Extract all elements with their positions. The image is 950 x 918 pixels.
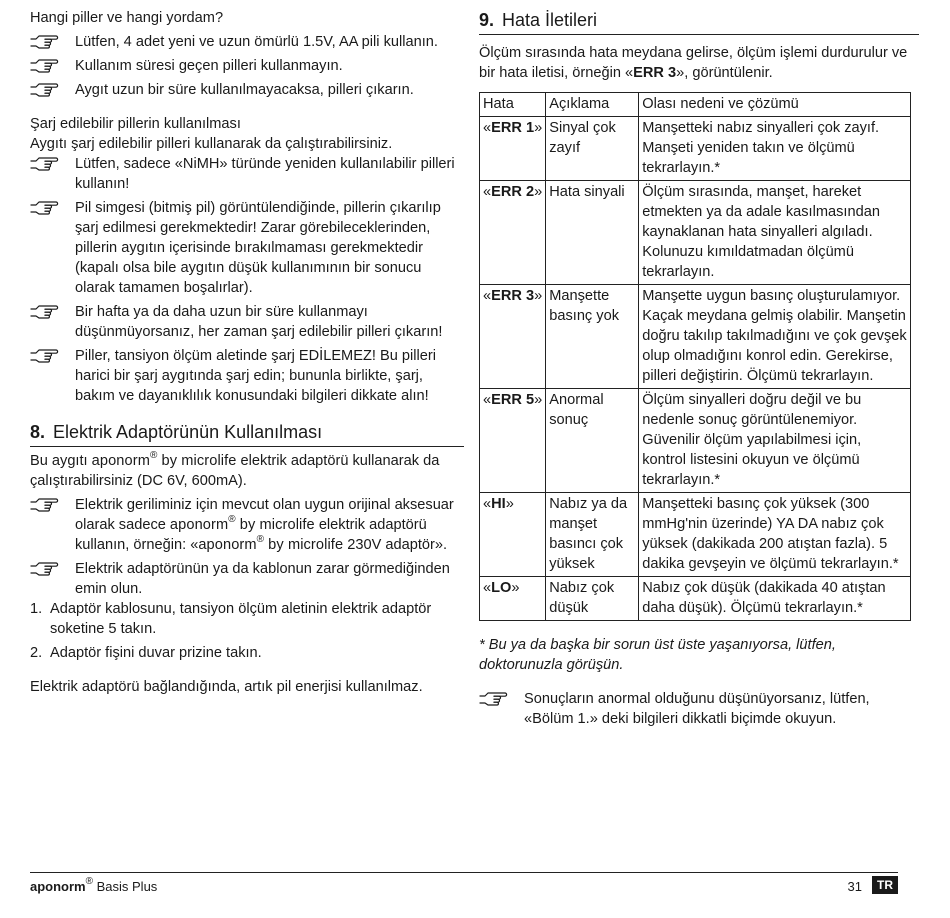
section-8-intro bbox=[30, 451, 464, 491]
footer-brand: aponorm bbox=[30, 879, 86, 894]
adapter-steps bbox=[30, 599, 464, 663]
description-cell: Hata sinyali bbox=[546, 181, 639, 285]
footer-product bbox=[30, 877, 157, 897]
note-text: Piller, tansiyon ölçüm aletinde şarj EDİLEMEZ! Bu pilleri harici bir şarj aygıtında şarj edin; bununla birlikte, şarj, bakım ve dayanıklılık konusundaki bilgileri dikkate alın! bbox=[75, 348, 436, 404]
battery-question: Hangi piller ve hangi yordam? bbox=[30, 10, 224, 26]
solution-cell: Manşetteki basınç çok yüksek (300 mmHg'nin üzerinde) YA DA nabız çok yüksek (dakikada 200 atıştan fazla). 5 dakika gevşeyin ve ölçümü tekrarlayın.* bbox=[639, 493, 911, 577]
solution-cell: Ölçüm sırasında, manşet, hareket etmekten ya da adale kasılmasından kaynaklanan hata sinyalleri algıladı. Kolunuzu kımıldatmadan ölçümü tekrarlayın. bbox=[639, 181, 911, 285]
pointing-hand-icon bbox=[30, 347, 64, 365]
note-item bbox=[30, 32, 464, 52]
section-8-heading bbox=[30, 420, 464, 447]
error-code: ERR 5 bbox=[491, 392, 535, 408]
pointing-hand-icon bbox=[30, 57, 64, 75]
description-cell: Sinyal çok zayıf bbox=[546, 117, 639, 181]
error-code-cell: «ERR 3» bbox=[480, 285, 546, 389]
description-cell: Manşette basınç yok bbox=[546, 285, 639, 389]
step-text: Adaptör kablosunu, tansiyon ölçüm aletinin elektrik adaptör soketine 5 takın. bbox=[50, 601, 432, 637]
section-9-heading bbox=[479, 8, 919, 35]
registered-mark: ® bbox=[256, 534, 265, 545]
brand-name: aponorm bbox=[169, 517, 229, 533]
section-8-number: 8. bbox=[30, 422, 46, 442]
note-text: Elektrik geriliminiz için mevcut olan uygun orijinal aksesuar olarak sadece bbox=[75, 497, 454, 533]
table-row bbox=[480, 181, 911, 285]
note-text: Lütfen, sadece «NiMH» türünde yeniden kullanılabilir pilleri kullanın! bbox=[75, 156, 455, 192]
error-code-example: ERR 3 bbox=[633, 65, 677, 81]
error-code: HI bbox=[491, 496, 506, 512]
section-9-title: Hata İletileri bbox=[502, 10, 598, 30]
right-column bbox=[479, 8, 919, 729]
note-text: 230V adaptör». bbox=[343, 537, 448, 553]
section-9-intro bbox=[479, 43, 919, 83]
registered-mark: ® bbox=[149, 450, 158, 461]
language-badge: TR bbox=[872, 876, 898, 894]
step-item bbox=[30, 643, 464, 663]
step-text: Adaptör fişini duvar prizine takın. bbox=[50, 645, 262, 661]
battery-notes bbox=[30, 32, 464, 100]
note-text: Elektrik adaptörünün ya da kablonun zarar görmediğinden emin olun. bbox=[75, 561, 450, 597]
error-code-cell: «HI» bbox=[480, 493, 546, 577]
final-note bbox=[479, 689, 919, 729]
brand-name: aponorm bbox=[91, 453, 150, 469]
description-cell: Nabız çok düşük bbox=[546, 577, 639, 621]
column-header: Hata bbox=[480, 93, 546, 117]
brand-suffix: by microlife bbox=[157, 453, 237, 469]
note-item bbox=[30, 198, 464, 298]
left-column bbox=[30, 8, 464, 697]
note-text: Kullanım süresi geçen pilleri kullanmayın. bbox=[75, 58, 343, 74]
adapter-closing: Elektrik adaptörü bağlandığında, artık pil enerjisi kullanılmaz. bbox=[30, 679, 423, 695]
page-number: 31 bbox=[847, 879, 862, 894]
solution-cell: Ölçüm sinyalleri doğru değil ve bu nedenle sonuç görüntülenemiyor. Güvenilir ölçüm yapılabilmesi için, kontrol listesini okuyun ve ölçümü tekrarlayın.* bbox=[639, 389, 911, 493]
note-text: Lütfen, 4 adet yeni ve uzun ömürlü 1.5V, AA pili kullanın. bbox=[75, 34, 438, 50]
error-code: ERR 3 bbox=[491, 288, 535, 304]
rechargeable-notes bbox=[30, 154, 464, 406]
footnote: * Bu ya da başka bir sorun üst üste yaşanıyorsa, lütfen, doktorunuzla görüşün. bbox=[479, 637, 836, 673]
step-number: 2. bbox=[30, 645, 43, 661]
error-code-cell: «ERR 5» bbox=[480, 389, 546, 493]
note-item bbox=[30, 80, 464, 100]
note-text: elektrik adaptörü kullanın, örneğin: « bbox=[75, 517, 427, 553]
column-header: Açıklama bbox=[546, 93, 639, 117]
error-code-cell: «ERR 1» bbox=[480, 117, 546, 181]
intro-text-a: Ölçüm sırasında hata meydana gelirse, ölçüm işlemi durdurulur ve bir hata iletisi, örneğin « bbox=[479, 45, 908, 81]
error-table-body bbox=[480, 117, 911, 621]
table-row bbox=[480, 493, 911, 577]
column-header: Olası nedeni ve çözümü bbox=[639, 93, 911, 117]
rechargeable-intro: Aygıtı şarj edilebilir pilleri kullanarak da çalıştırabilirsiniz. bbox=[30, 136, 393, 152]
error-code-cell: «LO» bbox=[480, 577, 546, 621]
error-table bbox=[479, 92, 911, 621]
solution-cell: Nabız çok düşük (dakikada 40 atıştan daha düşük). Ölçümü tekrarlayın.* bbox=[639, 577, 911, 621]
brand-suffix: by microlife bbox=[264, 537, 344, 553]
registered-mark: ® bbox=[85, 876, 93, 887]
note-text: Sonuçların anormal olduğunu düşünüyorsanız, lütfen, «Bölüm 1.» deki bilgileri dikkatli biçimde okuyun. bbox=[524, 691, 870, 727]
intro-text-a: Bu aygıtı bbox=[30, 453, 92, 469]
note-text: Bir hafta ya da daha uzun bir süre kullanmayı düşünmüyorsanız, her zaman şarj edilebilir pilleri çıkarın! bbox=[75, 304, 443, 340]
table-row bbox=[480, 577, 911, 621]
intro-text-c: elektrik adaptörü kullanarak da çalıştırabilirsiniz (DC 6V, 600mA). bbox=[30, 453, 440, 489]
page-footer bbox=[30, 872, 898, 899]
pointing-hand-icon bbox=[479, 690, 513, 708]
note-item bbox=[30, 154, 464, 194]
pointing-hand-icon bbox=[30, 81, 64, 99]
step-item bbox=[30, 599, 464, 639]
note-text: Aygıt uzun bir süre kullanılmayacaksa, pilleri çıkarın. bbox=[75, 82, 414, 98]
pointing-hand-icon bbox=[30, 155, 64, 173]
pointing-hand-icon bbox=[30, 199, 64, 217]
solution-cell: Manşette uygun basınç oluşturulamıyor. Kaçak meydana gelmiş olabilir. Manşetin doğru takılıp takılmadığını ve çok gevşek olup olmadığını konrol edin. Gerekirse, pilleri değiştirin. Ölçümü tekrarlayın. bbox=[639, 285, 911, 389]
pointing-hand-icon bbox=[30, 303, 64, 321]
table-row bbox=[480, 389, 911, 493]
error-code-cell: «ERR 2» bbox=[480, 181, 546, 285]
pointing-hand-icon bbox=[30, 560, 64, 578]
registered-mark: ® bbox=[228, 514, 236, 525]
note-item bbox=[30, 302, 464, 342]
brand-name: aponorm bbox=[198, 537, 257, 553]
description-cell: Anormal sonuç bbox=[546, 389, 639, 493]
footer-product-name: Basis Plus bbox=[93, 879, 158, 894]
note-item bbox=[30, 56, 464, 76]
table-row bbox=[480, 117, 911, 181]
pointing-hand-icon bbox=[30, 33, 64, 51]
solution-cell: Manşetteki nabız sinyalleri çok zayıf. Manşeti yeniden takın ve ölçümü tekrarlayın.* bbox=[639, 117, 911, 181]
adapter-note-1 bbox=[30, 495, 464, 555]
error-code: ERR 2 bbox=[491, 184, 535, 200]
note-item bbox=[30, 346, 464, 406]
error-code: LO bbox=[491, 580, 512, 596]
note-text: Pil simgesi (bitmiş pil) görüntülendiğinde, pillerin çıkarılıp şarj edilmesi gerekmektedir! Zarar görebileceklerinden, pillerin aygıtın içerisinde bırakılmaması gerekmektedir (kapalı olsa bile aygıtın düşük kullanımının bir sonucu olarak tamamen boşalırlar). bbox=[75, 200, 441, 296]
rechargeable-heading: Şarj edilebilir pillerin kullanılması bbox=[30, 116, 241, 132]
brand-suffix: by microlife bbox=[235, 517, 315, 533]
adapter-note-2 bbox=[30, 559, 464, 599]
section-9-number: 9. bbox=[479, 10, 495, 30]
table-header-row bbox=[480, 93, 911, 117]
pointing-hand-icon bbox=[30, 496, 64, 514]
intro-text-b: », görüntülenir. bbox=[676, 65, 773, 81]
description-cell: Nabız ya da manşet basıncı çok yüksek bbox=[546, 493, 639, 577]
table-row bbox=[480, 285, 911, 389]
step-number: 1. bbox=[30, 601, 43, 617]
error-code: ERR 1 bbox=[491, 120, 535, 136]
section-8-title: Elektrik Adaptörünün Kullanılması bbox=[53, 422, 323, 442]
